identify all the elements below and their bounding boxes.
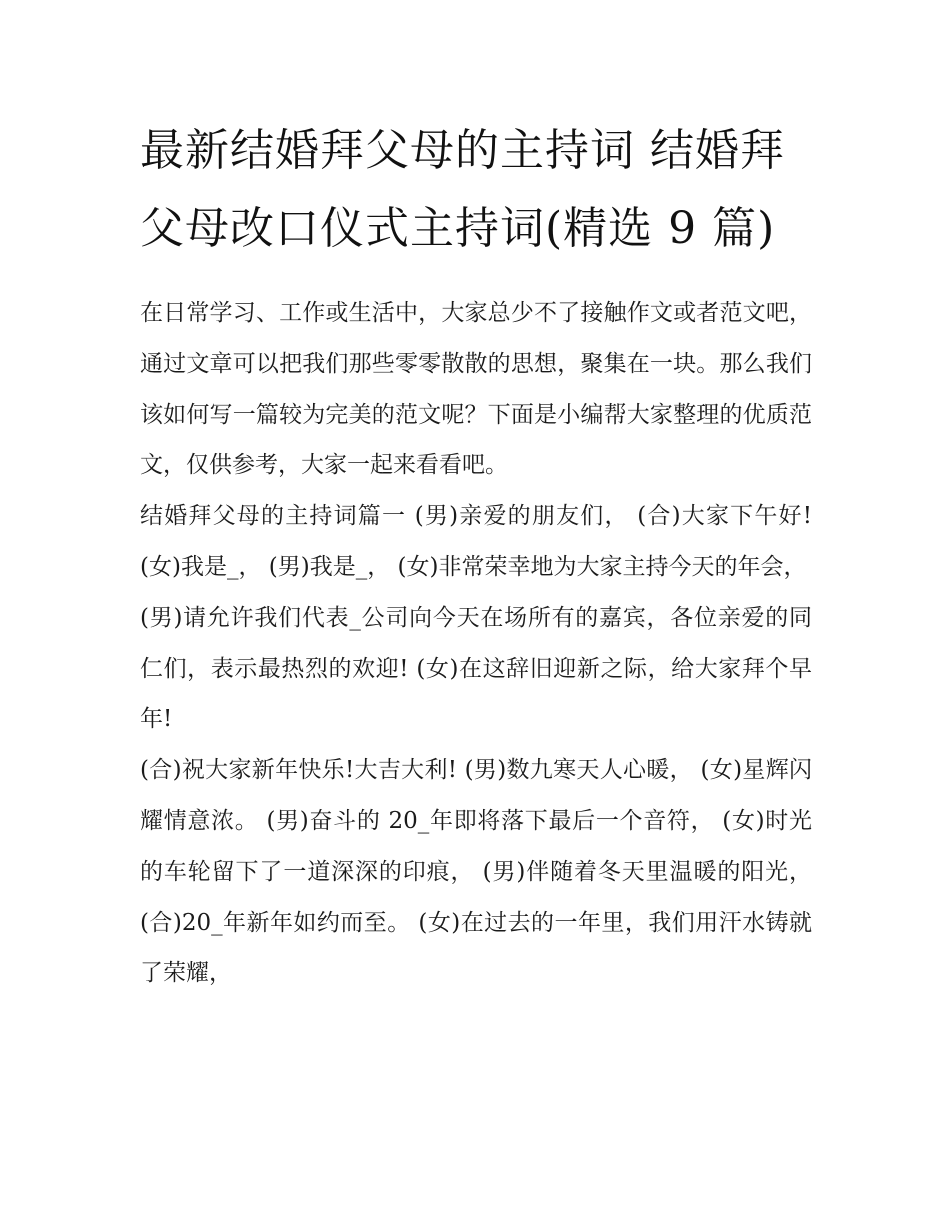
body-paragraph: 结婚拜父母的主持词篇一 (男)亲爱的朋友们， (合)大家下午好! (女)我是_， (男)我是_， (女)非常荣幸地为大家主持今天的年会，: [140, 503, 812, 580]
intro-paragraph: 在日常学习、工作或生活中，大家总少不了接触作文或者范文吧，通过文章可以把我们那些零零散散的思想，聚集在一块。那么我们该如何写一篇较为完美的范文呢？下面是小编帮大家整理的优质范文，仅供参考，大家一起来看看吧。: [140, 300, 812, 479]
body-paragraph: (合)祝大家新年快乐!大吉大利! (男)数九寒天人心暖， (女)星辉闪耀情意浓。 (男)奋斗的 20_年即将落下最后一个音符， (女)时光的车轮留下了一道深深的印痕， (男)伴随着冬天里温暖的阳光， (合)20_年新年如约而至。 (女)在过去的一年里，我们用汗水铸就了荣耀，: [140, 757, 812, 987]
document-page: [140, 112, 812, 999]
document-title: 最新结婚拜父母的主持词 结婚拜父母改口仪式主持词(精选 9 篇): [140, 125, 785, 254]
body-paragraph: (男)请允许我们代表_公司向今天在场所有的嘉宾，各位亲爱的同仁们，表示最热烈的欢迎! (女)在这辞旧迎新之际，给大家拜个早年!: [140, 604, 812, 733]
